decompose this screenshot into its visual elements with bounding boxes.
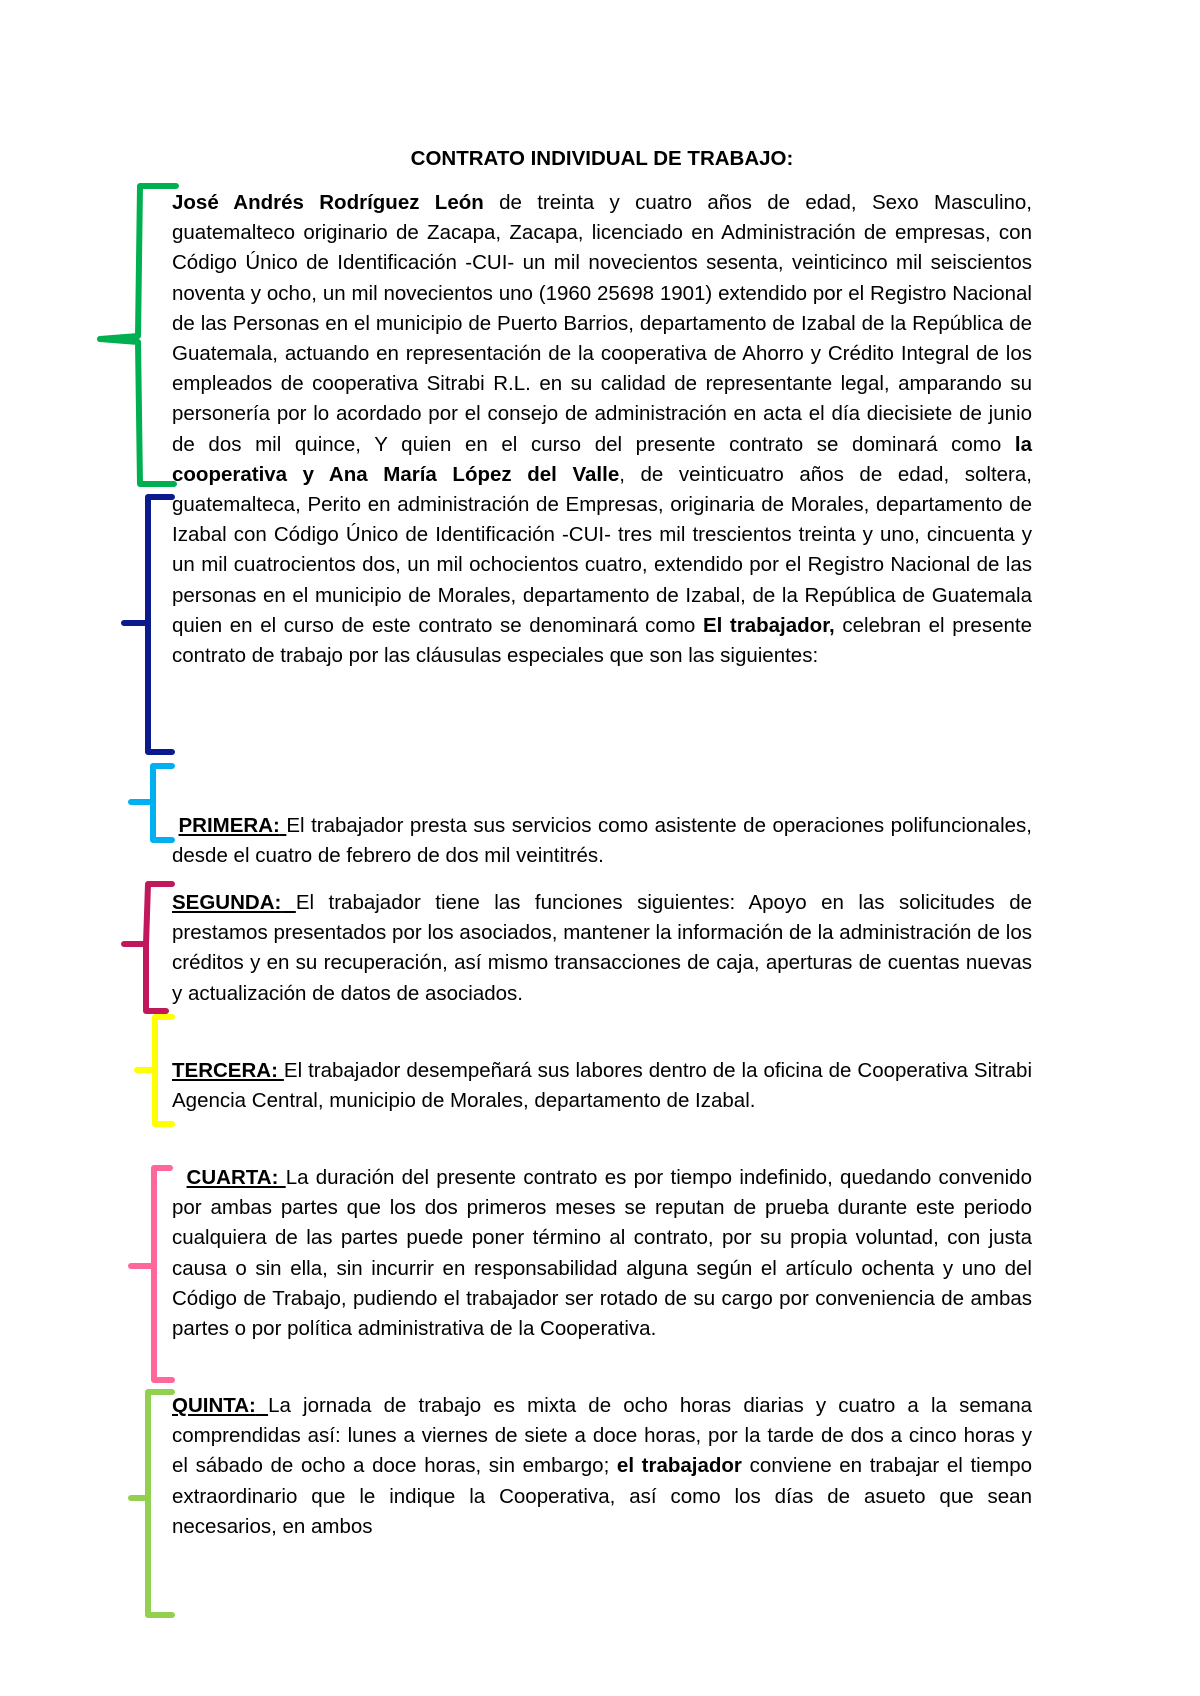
clause-quinta-bold: el trabajador	[616, 1454, 742, 1478]
clause-cuarta	[172, 1163, 1032, 1344]
intro-text-1: de treinta y cuatro años de edad, Sexo Masculino, guatemalteco originario de Zacapa, Zacapa, licenciado en Administración de empresas, con Código Único de Identificación -CUI- un mil novecientos sesenta, veinticinco mil seiscientos noventa y ocho, un mil novecientos uno (1960 25698 1901) extendido por el Registro Nacional de las Personas en el municipio de Puerto Barrios, departamento de Izabal de la República de Guatemala, actuando en representación de la cooperativa de Ahorro y Crédito Integral de los empleados de cooperativa Sitrabi R.L. en su calidad de representante legal, amparando su personería por lo acordado por el consejo de administración en acta el día diecisiete de junio de dos mil quince, Y quien en el curso del presente contrato se dominará como	[172, 191, 1032, 456]
clause-cuarta-label: CUARTA:	[186, 1166, 279, 1189]
bracket-quinta	[131, 1392, 172, 1615]
clause-tercera	[172, 1056, 1032, 1116]
intro-text-3: celebran el presente contrato de trabajo por las cláusulas especiales que son las siguientes:	[172, 613, 1032, 668]
intro-paragraph	[172, 188, 1032, 671]
clause-tercera-label: TERCERA:	[172, 1059, 278, 1082]
clause-quinta-text-a: La jornada de trabajo es mixta de ocho horas diarias y cuatro a la semana comprendidas así: lunes a viernes de siete a doce horas, por la tarde de dos a cinco horas y el sábado de ocho a doce horas, sin embargo;	[172, 1394, 1032, 1478]
clause-primera-label: PRIMERA:	[178, 814, 280, 837]
clause-quinta	[172, 1391, 1032, 1542]
employer-alias: la cooperativa y Ana María López del Valle	[172, 432, 1032, 486]
clause-cuarta-text: La duración del presente contrato es por tiempo indefinido, quedando convenido por ambas partes que los dos primeros meses se reputan de prueba durante este periodo cualquiera de las partes puede poner término al contrato, por su propia voluntad, con justa causa o sin ella, sin incurrir en responsabilidad alguna según el artículo ochenta y uno del Código de Trabajo, pudiendo el trabajador ser rotado de su cargo por conveniencia de ambas partes o por política administrativa de la Cooperativa.	[172, 1166, 1032, 1341]
bracket-intro-worker	[124, 497, 172, 752]
clause-segunda	[172, 888, 1032, 1009]
clause-tercera-text: El trabajador desempeñará sus labores dentro de la oficina de Cooperativa Sitrabi Agencia Central, municipio de Morales, departamento de Izabal.	[172, 1059, 1033, 1113]
bracket-segunda	[124, 884, 172, 1011]
clause-segunda-text: El trabajador tiene las funciones siguientes: Apoyo en las solicitudes de prestamos presentados por los asociados, mantener la información de la administración de los créditos y en su recuperación, así mismo transacciones de caja, aperturas de cuentas nuevas y actualización de datos de asociados.	[172, 891, 1033, 1005]
clause-primera	[172, 811, 1032, 871]
clause-primera-text: El trabajador presta sus servicios como asistente de operaciones polifuncionales, desde el cuatro de febrero de dos mil veintitrés.	[172, 814, 1032, 868]
employer-name: José Andrés Rodríguez León	[172, 191, 484, 214]
worker-alias: El trabajador,	[702, 613, 835, 637]
bracket-intro-employer	[100, 186, 176, 484]
bracket-tercera	[137, 1017, 172, 1124]
clause-segunda-label: SEGUNDA:	[172, 891, 282, 914]
bracket-intro-end	[131, 766, 172, 840]
clause-quinta-text-b: conviene en trabajar el tiempo extraordinario que le indique la Cooperativa, así como los días de asueto que sean necesarios, en ambos	[172, 1454, 1033, 1538]
clause-quinta-label: QUINTA:	[172, 1394, 256, 1417]
document-title: CONTRATO INDIVIDUAL DE TRABAJO:	[410, 147, 794, 170]
intro-text-2: , de veinticuatro años de edad, soltera, guatemalteca, Perito en administración de Empresas, originaria de Morales, departamento de Izabal con Código Único de Identificación -CUI- tres mil trescientos treinta y uno, cincuenta y un mil cuatrocientos dos, un mil ochocientos cuatro, extendido por el Registro Nacional de las personas en el municipio de Morales, departamento de Izabal, de la República de Guatemala quien en el curso de este contrato se denominará como	[172, 462, 1032, 637]
bracket-cuarta	[131, 1168, 172, 1380]
